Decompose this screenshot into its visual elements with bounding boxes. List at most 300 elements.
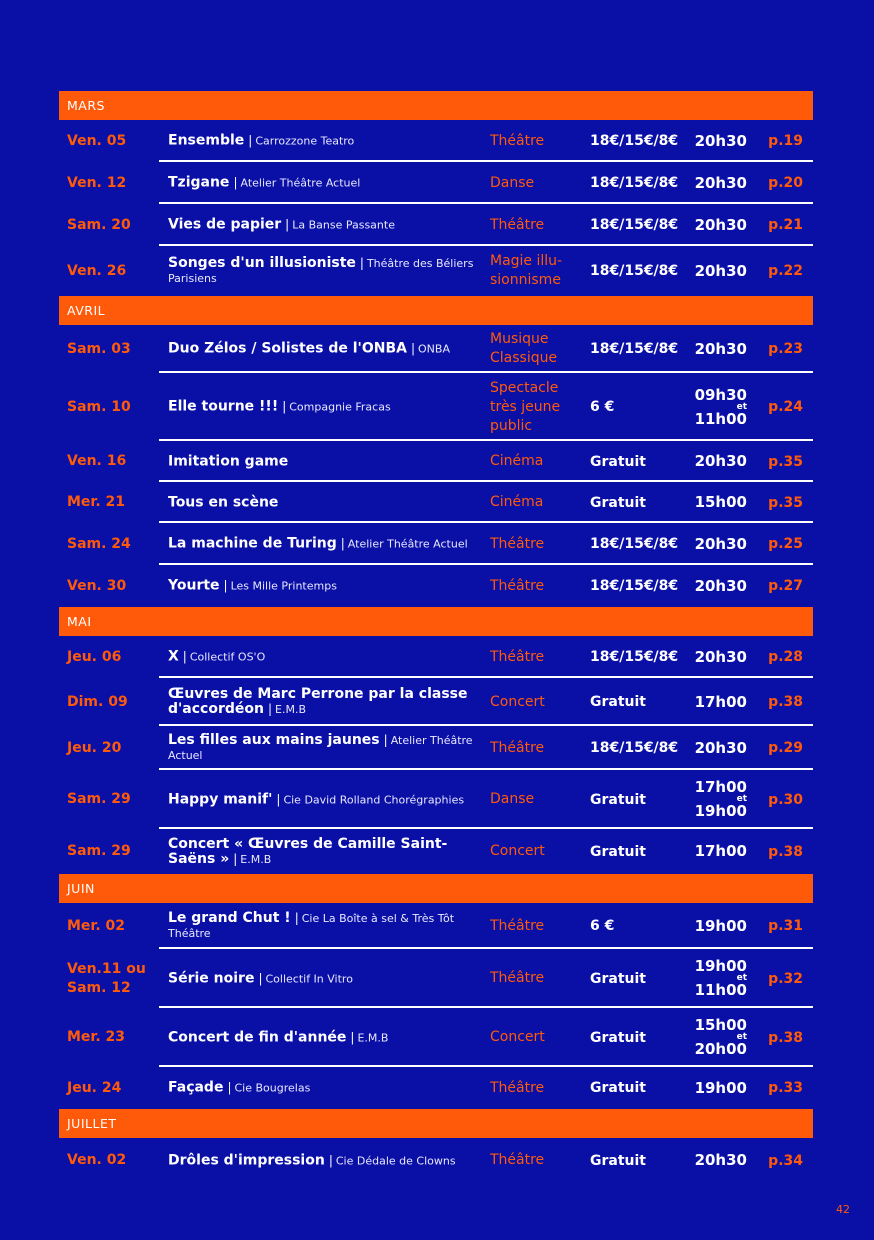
event-page-ref (759, 770, 803, 829)
event-title-block (168, 537, 474, 552)
event-title: Série noire (168, 970, 255, 986)
event-time-value: 20h30 (694, 738, 747, 757)
event-title-block (168, 1030, 474, 1045)
event-title-block (168, 792, 474, 807)
event-company: Compagnie Fracas (289, 400, 391, 414)
event-price-text: 18€/15€/8€ (590, 740, 679, 756)
event-title-cell (168, 1067, 474, 1109)
event-genre-text: Danse (490, 791, 535, 807)
event-title: Le grand Chut ! (168, 910, 291, 926)
event-date-text: Jeu. 06 (67, 648, 122, 665)
event-row (59, 373, 813, 441)
event-title-cell (168, 949, 474, 1008)
event-time-stack (694, 692, 747, 711)
event-time (687, 325, 747, 373)
event-date (67, 770, 155, 829)
event-time-value: 20h00 (694, 1040, 747, 1058)
event-title-block (168, 495, 474, 510)
event-title-cell (168, 482, 474, 523)
event-title: Imitation game (168, 453, 289, 469)
event-time-value: 09h30 (694, 385, 747, 404)
event-company: Cie Bougrelas (234, 1081, 311, 1095)
event-page-ref (759, 678, 803, 726)
event-genre-text: Concert (490, 693, 545, 710)
event-title-block (168, 218, 474, 233)
event-title: Happy manif' (168, 791, 273, 807)
event-page-text: p.22 (768, 263, 803, 279)
event-title-block (168, 1081, 474, 1096)
event-title: La machine de Turing (168, 535, 337, 552)
event-company: Atelier Théâtre Actuel (168, 734, 473, 762)
event-row (59, 770, 813, 829)
event-price (590, 726, 690, 770)
event-title-block (168, 256, 474, 286)
event-genre (490, 949, 576, 1008)
event-genre-text: Spectacle très jeune public (490, 379, 561, 434)
event-page-text: p.30 (768, 791, 803, 808)
title-separator: | (383, 733, 388, 747)
event-page-text: p.38 (768, 843, 803, 860)
event-date-text: Sam. 29 (67, 791, 131, 807)
event-date (67, 949, 155, 1008)
event-price (590, 120, 690, 162)
event-price-text: Gratuit (590, 970, 646, 987)
event-price-text: Gratuit (590, 843, 646, 860)
event-page-text: p.38 (768, 694, 803, 710)
event-page-text: p.20 (768, 175, 803, 191)
event-genre (490, 204, 576, 246)
event-time-value: 19h00 (694, 1078, 747, 1097)
event-time (687, 1138, 747, 1183)
event-genre-text: Théâtre (490, 648, 545, 665)
event-title: X (168, 648, 179, 665)
event-date-text: Sam. 03 (67, 340, 131, 357)
event-genre (490, 829, 576, 874)
event-row (59, 482, 813, 523)
event-page-text: p.34 (768, 1152, 803, 1169)
event-title: Tous en scène (168, 494, 279, 510)
event-date (67, 678, 155, 726)
event-title-cell (168, 162, 474, 204)
event-date (67, 1067, 155, 1109)
event-time-stack (694, 738, 747, 757)
event-time-value: 20h30 (694, 647, 747, 666)
event-page-text: p.27 (768, 578, 803, 594)
event-date-text: Ven. 16 (67, 453, 127, 469)
event-time-value: 20h30 (694, 534, 747, 553)
event-title-cell (168, 726, 474, 770)
event-time-value: 20h30 (694, 261, 747, 280)
event-time-stack (694, 647, 747, 666)
event-time-stack (695, 495, 747, 510)
event-title-block (168, 911, 474, 941)
event-genre (490, 903, 576, 949)
title-separator: | (233, 175, 238, 190)
event-title-block (168, 971, 474, 986)
event-time (687, 246, 747, 296)
event-price-text: 18€/15€/8€ (590, 649, 679, 665)
event-page-ref (759, 726, 803, 770)
event-page-text: p.35 (768, 494, 803, 511)
event-genre-text: Magie illu-sionnisme (490, 253, 563, 288)
event-genre (490, 523, 576, 565)
event-time-value: 17h00 (694, 842, 747, 860)
event-title-block (168, 454, 474, 469)
event-page-ref (759, 204, 803, 246)
event-time-stack (694, 534, 747, 553)
event-title-cell (168, 903, 474, 949)
event-date-text: Jeu. 24 (67, 1079, 122, 1096)
event-time-value: 20h30 (694, 215, 747, 234)
title-separator: | (227, 1080, 232, 1095)
event-time (687, 1008, 747, 1067)
event-company: E.M.B (240, 852, 272, 866)
event-price-text: Gratuit (590, 1152, 646, 1169)
event-price (590, 770, 690, 829)
event-price (590, 373, 690, 441)
event-time-value: 19h00 (694, 916, 747, 935)
event-genre (490, 636, 576, 678)
event-company: Théâtre des Béliers Parisiens (168, 257, 474, 285)
event-time-value: 19h00 (694, 957, 747, 975)
title-separator: | (328, 1153, 333, 1167)
event-price-text: 6 € (590, 918, 615, 934)
event-time-value: 20h30 (694, 452, 747, 470)
event-time (687, 949, 747, 1008)
event-title-block (168, 837, 474, 867)
event-page-text: p.35 (768, 453, 803, 470)
event-genre-text: Théâtre (490, 216, 545, 233)
event-time (687, 770, 747, 829)
month-header: MARS (59, 91, 813, 120)
event-date (67, 565, 155, 607)
event-time (687, 482, 747, 523)
event-time-stack (695, 959, 747, 998)
event-title: Concert de fin d'année (168, 1029, 347, 1045)
event-title-block (168, 687, 474, 717)
event-page-text: p.23 (768, 341, 803, 357)
event-title: Elle tourne !!! (168, 398, 279, 415)
time-joiner: et (736, 794, 747, 804)
event-price (590, 246, 690, 296)
time-joiner: et (736, 401, 747, 412)
event-row (59, 903, 813, 949)
event-page-ref (759, 373, 803, 441)
event-genre-text: Théâtre (490, 535, 545, 552)
event-time (687, 204, 747, 246)
event-genre (490, 162, 576, 204)
event-company: Atelier Théâtre Actuel (240, 176, 361, 190)
event-price (590, 1138, 690, 1183)
event-time (687, 162, 747, 204)
event-page-ref (759, 441, 803, 482)
event-date-text: Mer. 21 (67, 494, 126, 510)
event-page-ref (759, 246, 803, 296)
event-genre (490, 770, 576, 829)
event-time (687, 373, 747, 441)
event-title-cell (168, 565, 474, 607)
event-price (590, 1008, 690, 1067)
event-company: ONBA (418, 342, 450, 356)
event-date-text: Ven. 02 (67, 1152, 127, 1168)
title-separator: | (410, 341, 416, 356)
event-date-text: Ven. 26 (67, 262, 127, 279)
event-price (590, 1067, 690, 1109)
event-date-text: Sam. 10 (67, 398, 131, 415)
event-price-text: Gratuit (590, 1080, 646, 1096)
event-price-text: Gratuit (590, 494, 646, 511)
event-time-stack (695, 1153, 747, 1168)
event-page-text: p.21 (768, 217, 803, 233)
event-time (687, 636, 747, 678)
event-row (59, 120, 813, 162)
event-date (67, 1138, 155, 1183)
event-time-value: 17h00 (694, 692, 747, 711)
event-row (59, 1138, 813, 1183)
event-time-value: 20h30 (694, 131, 747, 150)
event-date-text: Sam. 20 (67, 216, 131, 233)
time-joiner: et (736, 973, 747, 983)
event-price-text: 18€/15€/8€ (590, 341, 679, 357)
event-company: Cie Dédale de Clowns (335, 1154, 456, 1167)
event-price (590, 162, 690, 204)
event-price (590, 903, 690, 949)
title-separator: | (276, 792, 281, 806)
event-row (59, 829, 813, 874)
event-page-ref (759, 120, 803, 162)
event-page-text: p.29 (768, 740, 803, 756)
event-time (687, 1067, 747, 1109)
event-company: Collectif In Vitro (265, 972, 353, 985)
event-company: Carrozzone Teatro (255, 134, 355, 148)
event-time (687, 441, 747, 482)
event-time-stack (695, 1018, 747, 1057)
event-date (67, 636, 155, 678)
event-date (67, 829, 155, 874)
event-time-stack (695, 780, 747, 819)
event-genre-text: Théâtre (490, 1152, 545, 1168)
event-title: Vies de papier (168, 216, 282, 233)
month-header: JUIN (59, 874, 813, 903)
event-genre (490, 726, 576, 770)
event-page-ref (759, 523, 803, 565)
event-time (687, 903, 747, 949)
event-genre (490, 441, 576, 482)
event-price (590, 636, 690, 678)
event-price (590, 482, 690, 523)
event-row (59, 246, 813, 296)
event-time (687, 678, 747, 726)
event-page-ref (759, 325, 803, 373)
event-page-ref (759, 636, 803, 678)
event-genre (490, 246, 576, 296)
event-genre-text: Théâtre (490, 970, 545, 986)
event-genre-text: Théâtre (490, 1079, 545, 1096)
event-genre (490, 373, 576, 441)
event-page-text: p.33 (768, 1080, 803, 1096)
event-genre-text: Concert (490, 843, 545, 859)
event-row (59, 678, 813, 726)
title-separator: | (223, 578, 228, 593)
event-title: Œuvres de Marc Perrone par la classe d'accordéon (168, 686, 468, 717)
page-number: 42 (836, 1203, 850, 1216)
event-price (590, 523, 690, 565)
event-row (59, 1008, 813, 1067)
event-genre-text: Théâtre (490, 917, 545, 934)
event-title: Drôles d'impression (168, 1152, 325, 1168)
event-price (590, 204, 690, 246)
event-date-text: Ven. 12 (67, 174, 127, 191)
event-company: La Banse Passante (292, 218, 395, 232)
event-page-ref (759, 1008, 803, 1067)
event-price (590, 949, 690, 1008)
event-time-stack (694, 1078, 747, 1097)
event-date-text: Ven. 30 (67, 577, 127, 594)
event-date (67, 523, 155, 565)
event-title-block (168, 1153, 474, 1168)
event-price-text: Gratuit (590, 694, 646, 710)
event-price-text: Gratuit (590, 791, 646, 808)
event-time-stack (694, 261, 747, 280)
event-price-text: 6 € (590, 399, 615, 415)
event-title-block (168, 342, 474, 357)
event-time-stack (694, 385, 747, 428)
event-price (590, 325, 690, 373)
title-separator: | (350, 1030, 355, 1044)
event-page-text: p.28 (768, 649, 803, 665)
event-page-text: p.31 (768, 918, 803, 934)
event-page-ref (759, 949, 803, 1008)
title-separator: | (285, 217, 290, 232)
event-title: Tzigane (168, 174, 230, 191)
event-title-cell (168, 829, 474, 874)
event-time-stack (694, 215, 747, 234)
event-title: Yourte (168, 577, 220, 594)
month-header: JUILLET (59, 1109, 813, 1138)
title-separator: | (233, 851, 238, 866)
event-time-stack (694, 339, 747, 358)
title-separator: | (340, 536, 345, 551)
event-date (67, 726, 155, 770)
event-title-cell (168, 373, 474, 441)
event-time-value: 20h30 (694, 1151, 747, 1169)
event-time-value: 20h30 (694, 576, 747, 595)
event-price-text: 18€/15€/8€ (590, 578, 679, 594)
event-row (59, 636, 813, 678)
event-title: Songes d'un illusioniste (168, 255, 356, 271)
title-separator: | (294, 911, 299, 925)
event-page-text: p.38 (768, 1029, 803, 1046)
event-page-text: p.19 (768, 133, 803, 149)
event-time-value: 15h00 (694, 1016, 747, 1034)
event-time-value: 17h00 (694, 778, 747, 796)
event-price-text: 18€/15€/8€ (590, 133, 679, 149)
event-price (590, 441, 690, 482)
event-genre (490, 1008, 576, 1067)
event-row (59, 1067, 813, 1109)
event-genre (490, 565, 576, 607)
event-time-value: 15h00 (694, 493, 747, 511)
event-price (590, 565, 690, 607)
event-company: E.M.B (357, 1031, 389, 1044)
event-date (67, 441, 155, 482)
event-time (687, 120, 747, 162)
event-title-block (168, 579, 474, 594)
event-title: Les filles aux mains jaunes (168, 732, 380, 748)
title-separator: | (258, 971, 263, 985)
event-time-stack (694, 131, 747, 150)
event-title-cell (168, 246, 474, 296)
event-company: Atelier Théâtre Actuel (347, 537, 468, 551)
event-page-text: p.24 (768, 399, 803, 415)
event-time-value: 20h30 (694, 339, 747, 358)
event-row (59, 949, 813, 1008)
event-price-text: 18€/15€/8€ (590, 175, 679, 191)
event-genre (490, 482, 576, 523)
event-title: Façade (168, 1079, 224, 1096)
event-title-cell (168, 204, 474, 246)
event-date (67, 482, 155, 523)
event-time-value: 11h00 (694, 981, 747, 999)
event-genre-text: Cinéma (490, 494, 544, 510)
event-time-value: 19h00 (694, 802, 747, 820)
event-title-cell (168, 1008, 474, 1067)
event-page-ref (759, 162, 803, 204)
event-time-stack (694, 576, 747, 595)
event-title: Concert « Œuvres de Camille Saint-Saëns » (168, 835, 448, 867)
event-time-stack (695, 454, 747, 469)
event-page-ref (759, 482, 803, 523)
event-page-ref (759, 565, 803, 607)
event-date-text: Mer. 02 (67, 917, 126, 934)
event-page-ref (759, 903, 803, 949)
title-separator: | (282, 399, 287, 414)
event-title-cell (168, 1138, 474, 1183)
event-price-text: Gratuit (590, 1029, 646, 1046)
event-date (67, 162, 155, 204)
event-date (67, 204, 155, 246)
event-title-cell (168, 325, 474, 373)
event-row (59, 726, 813, 770)
event-company: Cie David Rolland Chorégraphies (283, 793, 465, 806)
event-date-text: Ven.11 ou Sam. 12 (67, 960, 146, 996)
event-time-stack (694, 916, 747, 935)
event-page-ref (759, 829, 803, 874)
title-separator: | (359, 256, 364, 270)
event-genre (490, 325, 576, 373)
event-title-cell (168, 770, 474, 829)
event-price-text: 18€/15€/8€ (590, 536, 679, 552)
event-title-cell (168, 636, 474, 678)
event-genre (490, 1138, 576, 1183)
event-title-block (168, 733, 474, 763)
event-date (67, 246, 155, 296)
event-date-text: Dim. 09 (67, 693, 128, 710)
time-joiner: et (736, 1032, 747, 1042)
event-date-text: Sam. 29 (67, 843, 131, 859)
event-title-cell (168, 678, 474, 726)
event-price-text: 18€/15€/8€ (590, 263, 679, 279)
title-separator: | (267, 702, 273, 716)
event-genre (490, 1067, 576, 1109)
event-date (67, 325, 155, 373)
event-title-block (168, 134, 474, 149)
event-row (59, 162, 813, 204)
event-price-text: 18€/15€/8€ (590, 217, 679, 233)
event-date-text: Mer. 23 (67, 1029, 126, 1045)
event-page-text: p.25 (768, 536, 803, 552)
event-time (687, 523, 747, 565)
